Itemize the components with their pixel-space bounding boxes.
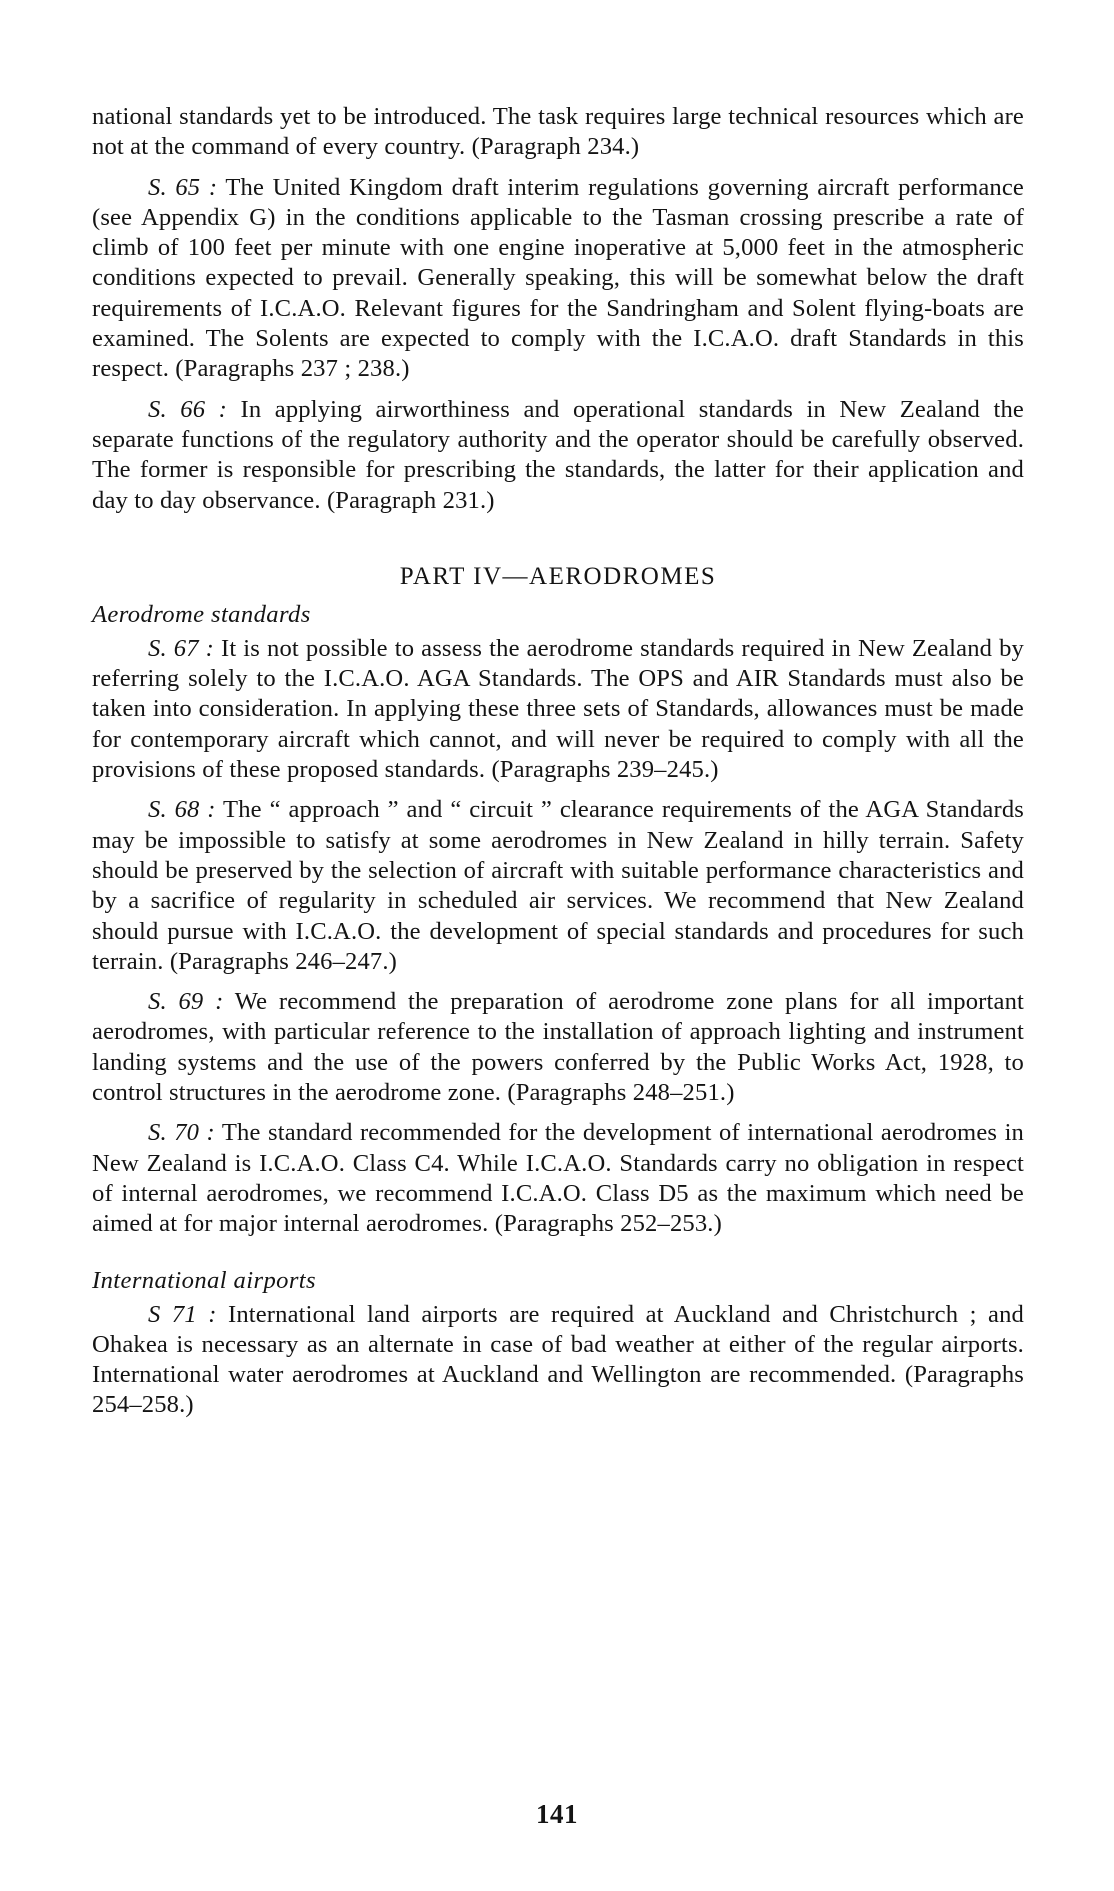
paragraph-text: It is not possible to assess the aerodrome standards required in New Zealand by referring solely to the I.C.A.O. AGA Standards. The OPS and AIR Standards must also be taken into consideration. In applying these three sets of Standards, allowances must be made for contemporary aircraft which cannot, and will never be required to comply with all the provisions of these proposed standards. (Paragraphs 239–245.)	[92, 634, 1024, 784]
paragraph-tag: S. 68 :	[148, 796, 216, 824]
part-heading: PART IV—AERODROMES	[399, 562, 717, 590]
paragraph-text: International land airports are required at Auckland and Christchurch ; and Ohakea is necessary as an alternate in case of bad weather at either of the regular airports. International water aerodromes at Auckland and Wellington are recommended. (Paragraphs 254–258.)	[92, 1300, 1024, 1419]
summary-paragraph-s66	[92, 395, 1024, 516]
continuation-paragraph: national standards yet to be introduced. The task requires large technical resources which are not at the command of every country. (Paragraph 234.)	[92, 103, 1024, 161]
paragraph-text: We recommend the preparation of aerodrome zone plans for all important aerodromes, with particular reference to the installation of approach lighting and instrument landing systems and the use of the powers conferred by the Public Works Act, 1928, to control structures in the aerodrome zone. (Paragraphs 248–251.)	[92, 988, 1025, 1107]
paragraph-text: The United Kingdom draft interim regulations governing aircraft performance (see Appendix G) in the conditions applicable to the Tasman crossing prescribe a rate of climb of 100 feet per minute with one engine inoperative at 5,000 feet in the atmospheric conditions expected to prevail. Generally speaking, this will be somewhat below the draft requirements of I.C.A.O. Relevant figures for the Sandringham and Solent flying-boats are examined. The Solents are expected to comply with the I.C.A.O. draft Standards in this respect. (Paragraphs 237 ; 238.)	[92, 173, 1024, 383]
section-heading-international-airports: International airports	[92, 1266, 317, 1294]
summary-paragraph-s67	[92, 634, 1024, 785]
paragraph-text: The “ approach ” and “ circuit ” clearance requirements of the AGA Standards may be impossible to satisfy at some aerodromes in New Zealand in hilly terrain. Safety should be preserved by the selection of aircraft with suitable performance characteristics and by a sacrifice of regularity in scheduled air services. We recommend that New Zealand should pursue with I.C.A.O. the development of special standards and procedures for such terrain. (Paragraphs 246–247.)	[92, 796, 1024, 975]
document-page	[92, 102, 1024, 1421]
paragraph-text: The standard recommended for the development of international aerodromes in New Zealand is I.C.A.O. Class C4. While I.C.A.O. Standards carry no obligation in respect of internal aerodromes, we recommend I.C.A.O. Class D5 as the maximum which need be aimed at for major internal aerodromes. (Paragraphs 252–253.)	[92, 1119, 1025, 1238]
section-heading-aerodrome-standards: Aerodrome standards	[92, 600, 311, 628]
paragraph-tag: S. 70 :	[148, 1119, 215, 1147]
paragraph-tag: S. 66 :	[148, 395, 227, 423]
paragraph-tag: S. 65 :	[148, 173, 218, 201]
summary-paragraph-s71	[92, 1300, 1024, 1421]
summary-paragraph-s65	[92, 173, 1024, 385]
paragraph-tag: S. 69 :	[148, 988, 224, 1016]
summary-paragraph-s70	[92, 1118, 1024, 1239]
page-number: 141	[536, 1799, 578, 1829]
summary-paragraph-s69	[92, 987, 1024, 1108]
paragraph-text: In applying airworthiness and operational standards in New Zealand the separate functions of the regulatory authority and the operator should be carefully observed. The former is responsible for prescribing the standards, the latter for their application and day to day observance. (Paragraph 231.)	[92, 395, 1024, 514]
paragraph-tag: S 71 :	[148, 1300, 217, 1328]
paragraph-tag: S. 67 :	[148, 634, 214, 662]
summary-paragraph-s68	[92, 795, 1024, 977]
